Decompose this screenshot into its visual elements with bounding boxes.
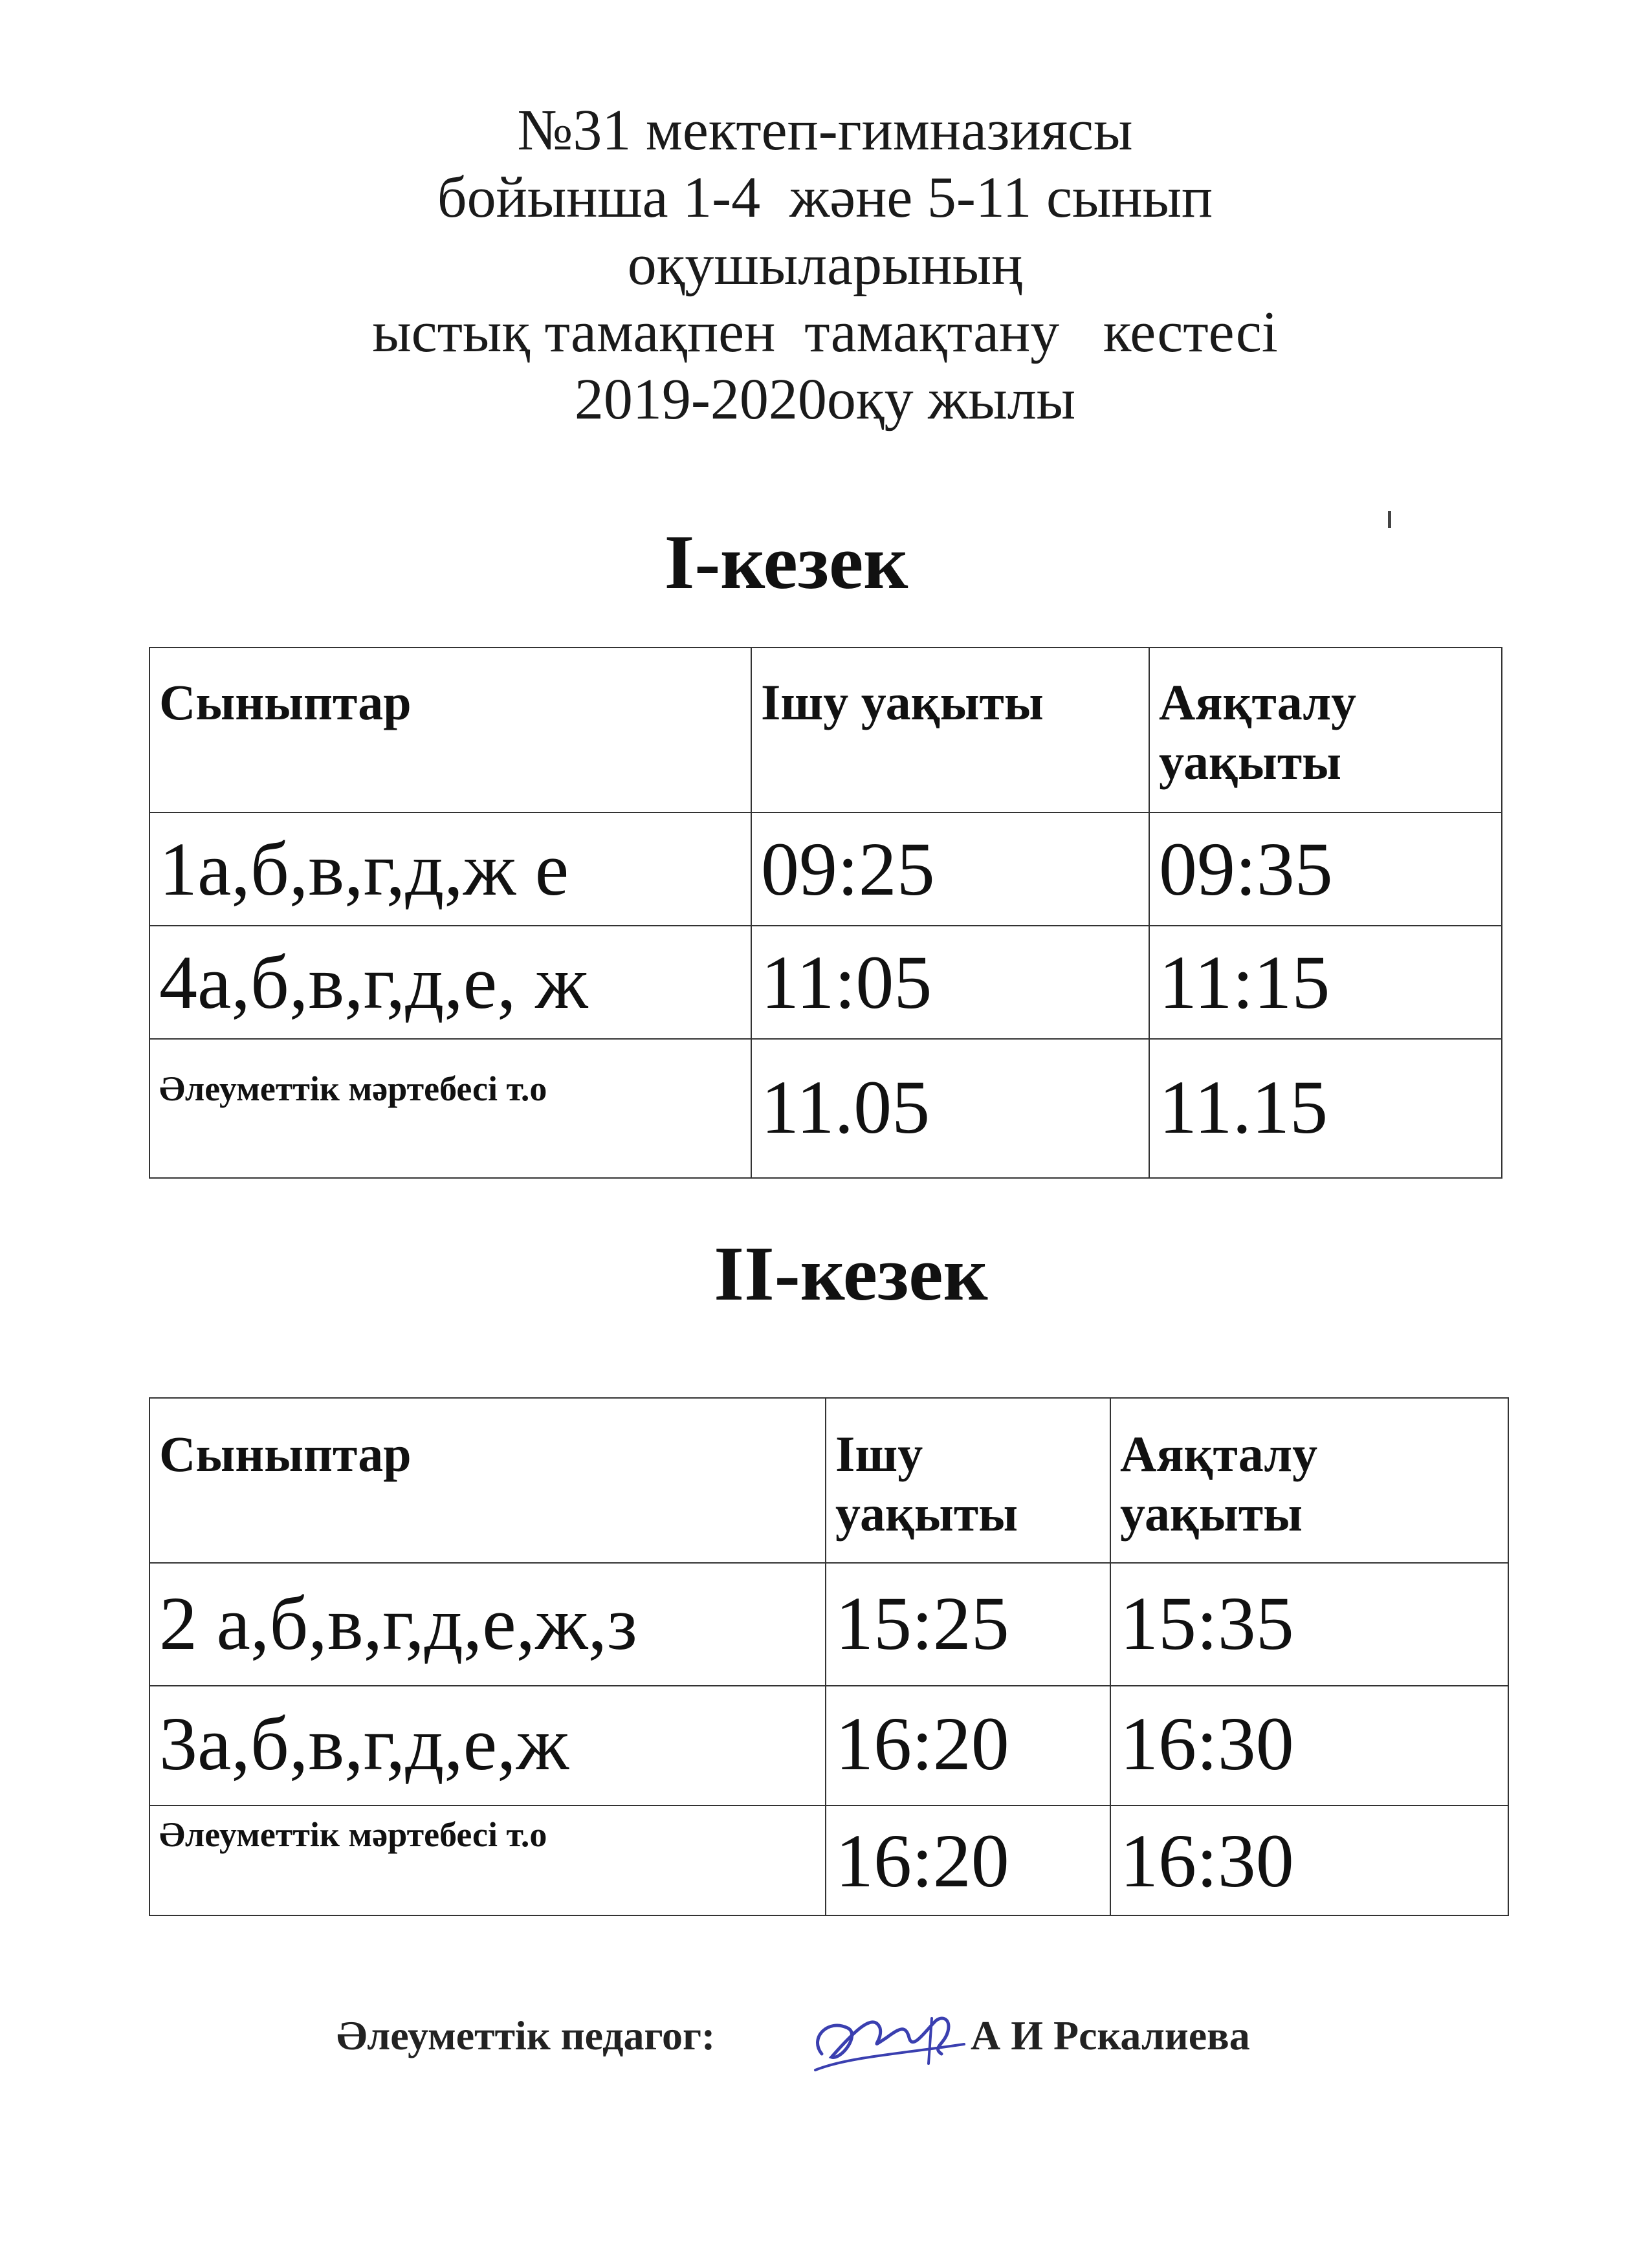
row-classes: 3а,б,в,г,д,е,ж (149, 1686, 826, 1805)
header-classes: Сыныптар (149, 1398, 826, 1563)
table-row (149, 1686, 1508, 1805)
header-end: Аяқталу уақыты (1110, 1398, 1508, 1563)
document-title (0, 97, 1650, 433)
footer-label: Әлеуметтік педагог: (336, 2012, 716, 2058)
row-start-time: 11:05 (751, 926, 1149, 1039)
row-classes: 2 а,б,в,г,д,е,ж,з (149, 1563, 826, 1686)
title-line: бойынша 1-4 және 5-11 сынып (437, 166, 1213, 230)
table-row (149, 1805, 1508, 1915)
shift2-heading: II-кезек (714, 1230, 988, 1316)
table-header-row (149, 648, 1502, 812)
shift1-table (149, 647, 1502, 1179)
row-classes: 4а,б,в,г,д,е, ж (149, 926, 751, 1039)
title-line: 2019-2020оқу жылы (574, 367, 1076, 431)
table-row (149, 1039, 1502, 1178)
header-start: Ішу уақыты (826, 1398, 1110, 1563)
row-end-time: 16:30 (1110, 1805, 1508, 1915)
table-row (149, 812, 1502, 926)
row-end-time: 11.15 (1149, 1039, 1502, 1178)
table-header-row (149, 1398, 1508, 1563)
table-row (149, 926, 1502, 1039)
signature (802, 1992, 971, 2089)
shift2-table (149, 1397, 1509, 1916)
header-end: Аяқталу уақыты (1149, 648, 1502, 812)
row-end-time: 09:35 (1149, 812, 1502, 926)
footer-name: А И Рскалиева (971, 2012, 1250, 2058)
row-end-time: 16:30 (1110, 1686, 1508, 1805)
row-start-time: 16:20 (826, 1686, 1110, 1805)
row-start-time: 09:25 (751, 812, 1149, 926)
row-start-time: 15:25 (826, 1563, 1110, 1686)
title-line: №31 мектеп-гимназиясы (517, 98, 1133, 162)
row-end-time: 15:35 (1110, 1563, 1508, 1686)
row-start-time: 16:20 (826, 1805, 1110, 1915)
row-classes: Әлеуметтік мәртебесі т.о (149, 1039, 751, 1178)
title-line: ыстық тамақпен тамақтану кестесі (372, 300, 1278, 364)
row-classes: Әлеуметтік мәртебесі т.о (149, 1805, 826, 1915)
header-classes: Сыныптар (149, 648, 751, 812)
shift1-heading: I-кезек (664, 519, 908, 605)
table-row (149, 1563, 1508, 1686)
row-end-time: 11:15 (1149, 926, 1502, 1039)
footer (336, 2012, 1250, 2060)
title-line: оқушыларының (627, 233, 1023, 297)
row-start-time: 11.05 (751, 1039, 1149, 1178)
header-start: Ішу уақыты (751, 648, 1149, 812)
row-classes: 1а,б,в,г,д,ж е (149, 812, 751, 926)
